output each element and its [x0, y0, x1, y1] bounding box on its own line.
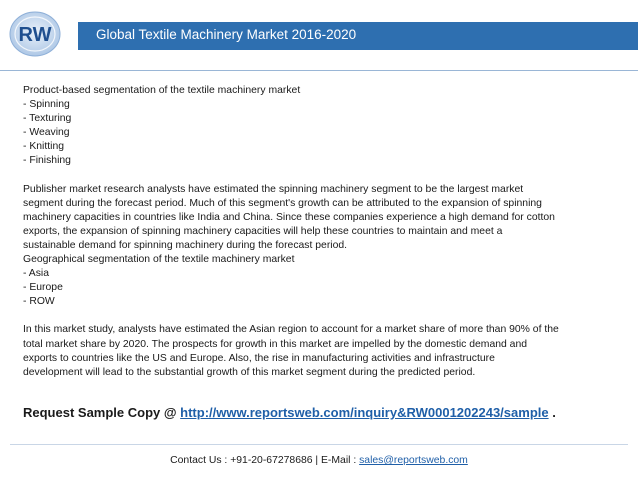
request-suffix: .: [548, 405, 556, 420]
header-divider: [0, 70, 638, 71]
header-bar: [78, 22, 638, 50]
spacer: [23, 309, 623, 323]
list-item: - Europe: [23, 282, 63, 294]
request-sample-link[interactable]: http://www.reportsweb.com/inquiry&RW0001202243/sample: [180, 405, 549, 420]
paragraph-line: In this market study, analysts have estimated the Asian region to account for a market share of more than 90% of the: [23, 324, 559, 336]
paragraph-line: development will lead to the substantial growth of this market segment during the predicted period.: [23, 366, 476, 378]
list-item: - Spinning: [23, 99, 70, 111]
logo-text: RW: [18, 24, 52, 46]
contact-text: Contact Us : +91-20-67278686 | E-Mail :: [170, 455, 360, 466]
page-title: Global Textile Machinery Market 2016-2020: [96, 27, 357, 42]
paragraph-line: total market share by 2020. The prospects for growth in this market are impelled by the domestic demand and: [23, 338, 528, 350]
list-item: - ROW: [23, 296, 55, 308]
footer: [0, 455, 638, 466]
list-item: - Asia: [23, 268, 49, 280]
paragraph-line: exports to countries like the US and Europe. Also, the rise in manufacturing activities and infrastructure: [23, 352, 495, 364]
header: [0, 0, 638, 68]
list-item: - Weaving: [23, 127, 70, 139]
list-item: - Knitting: [23, 141, 65, 153]
segmentation-heading: Product-based segmentation of the textile machinery market: [23, 85, 301, 96]
geographical-heading: Geographical segmentation of the textile machinery market: [23, 254, 295, 266]
paragraph-line: sustainable demand for spinning machinery during the forecast period.: [23, 239, 348, 251]
paragraph-line: Publisher market research analysts have estimated the spinning machinery segment to be the largest market: [23, 183, 524, 195]
list-item: - Texturing: [23, 113, 72, 125]
list-item: - Finishing: [23, 155, 71, 167]
email-link[interactable]: sales@reportsweb.com: [359, 455, 468, 466]
paragraph-line: machinery capacities in countries like India and China. Since these companies experience a high demand for cotton: [23, 211, 555, 223]
reportsweb-logo: [8, 10, 63, 58]
document-body: [23, 84, 623, 380]
request-sample: [23, 405, 556, 420]
request-label: Request Sample Copy @: [23, 405, 181, 420]
spacer: [23, 169, 623, 183]
paragraph-line: segment during the forecast period. Much of this segment's growth can be attributed to the expansion of spinning: [23, 197, 542, 209]
footer-divider: [10, 444, 628, 445]
paragraph-line: exports, the expansion of spinning machinery capacities will help these countries to maintain and meet a: [23, 225, 503, 237]
